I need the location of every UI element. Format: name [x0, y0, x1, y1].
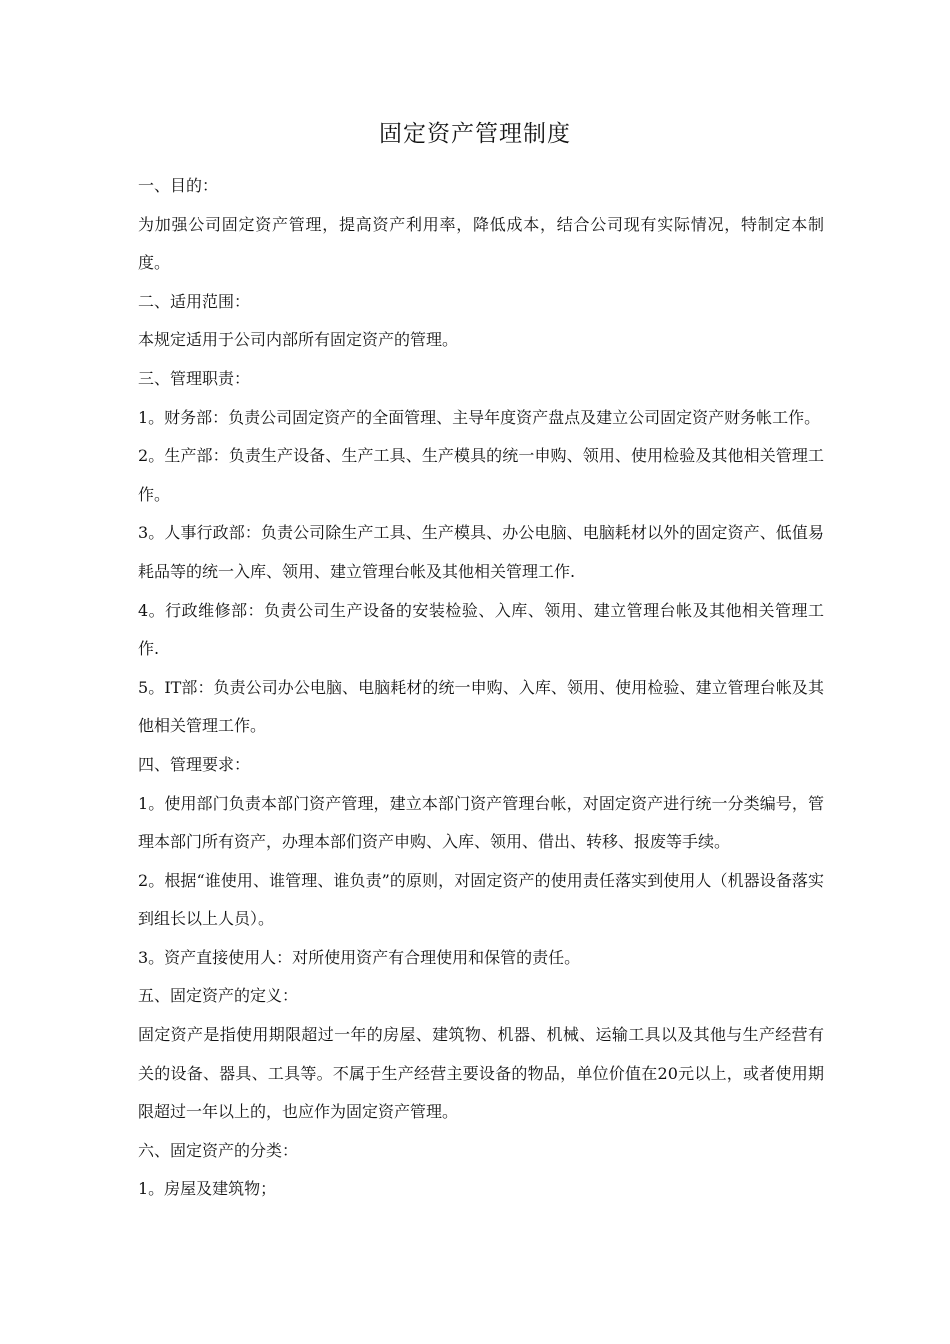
paragraph-finance-dept: 1。财务部：负责公司固定资产的全面管理、主导年度资产盘点及建立公司固定资产财务帐工作。: [138, 407, 821, 427]
section-heading-definition: 五、固定资产的定义：: [138, 986, 299, 1006]
document-body: [138, 167, 824, 1209]
paragraph-requirement-3: 3。资产直接使用人：对所使用资产有合理使用和保管的责任。: [138, 947, 581, 967]
section-heading-purpose: 一、目的：: [138, 176, 219, 195]
paragraph-hr-admin-dept: 3。人事行政部：负责公司除生产工具、生产模具、办公电脑、电脑耗材以外的固定资产、低值易耗品等的统一入库、领用、建立管理台帐及其他相关管理工作.: [138, 523, 824, 581]
section-heading-classification: 六、固定资产的分类：: [138, 1140, 299, 1160]
paragraph-requirement-2: 2。根据“谁使用、谁管理、谁负责”的原则，对固定资产的使用责任落实到使用人（机器设备落实到组长以上人员）。: [138, 870, 824, 929]
paragraph-it-dept: 5。IT部：负责公司办公电脑、电脑耗材的统一申购、入库、领用、使用检验、建立管理台帐及其他相关管理工作。: [138, 677, 824, 736]
section-heading-responsibilities: 三、管理职责：: [138, 368, 251, 388]
paragraph-purpose: 为加强公司固定资产管理，提高资产利用率，降低成本，结合公司现有实际情况，特制定本制度。: [138, 214, 824, 273]
paragraph-maintenance-dept: 4。行政维修部：负责公司生产设备的安装检验、入库、领用、建立管理台帐及其他相关管理工作.: [138, 600, 824, 659]
paragraph-production-dept: 2。生产部：负责生产设备、生产工具、生产模具的统一申购、领用、使用检验及其他相关管理工作。: [138, 446, 824, 504]
paragraph-definition: 固定资产是指使用期限超过一年的房屋、建筑物、机器、机械、运输工具以及其他与生产经营有关的设备、器具、工具等。不属于生产经营主要设备的物品，单位价值在20元以上，或者使用期限超过一年以上的，也应作为固定资产管理。: [138, 1025, 824, 1122]
paragraph-requirement-1: 1。使用部门负责本部门资产管理，建立本部门资产管理台帐，对固定资产进行统一分类编号，管理本部门所有资产，办理本部们资产申购、入库、领用、借出、转移、报废等手续。: [138, 793, 824, 852]
paragraph-classification-1: 1。房屋及建筑物；: [138, 1179, 277, 1199]
section-heading-requirements: 四、管理要求：: [138, 754, 251, 774]
paragraph-scope: 本规定适用于公司内部所有固定资产的管理。: [138, 330, 459, 350]
section-heading-scope: 二、适用范围：: [138, 291, 251, 311]
document-title: 固定资产管理制度: [379, 121, 571, 147]
